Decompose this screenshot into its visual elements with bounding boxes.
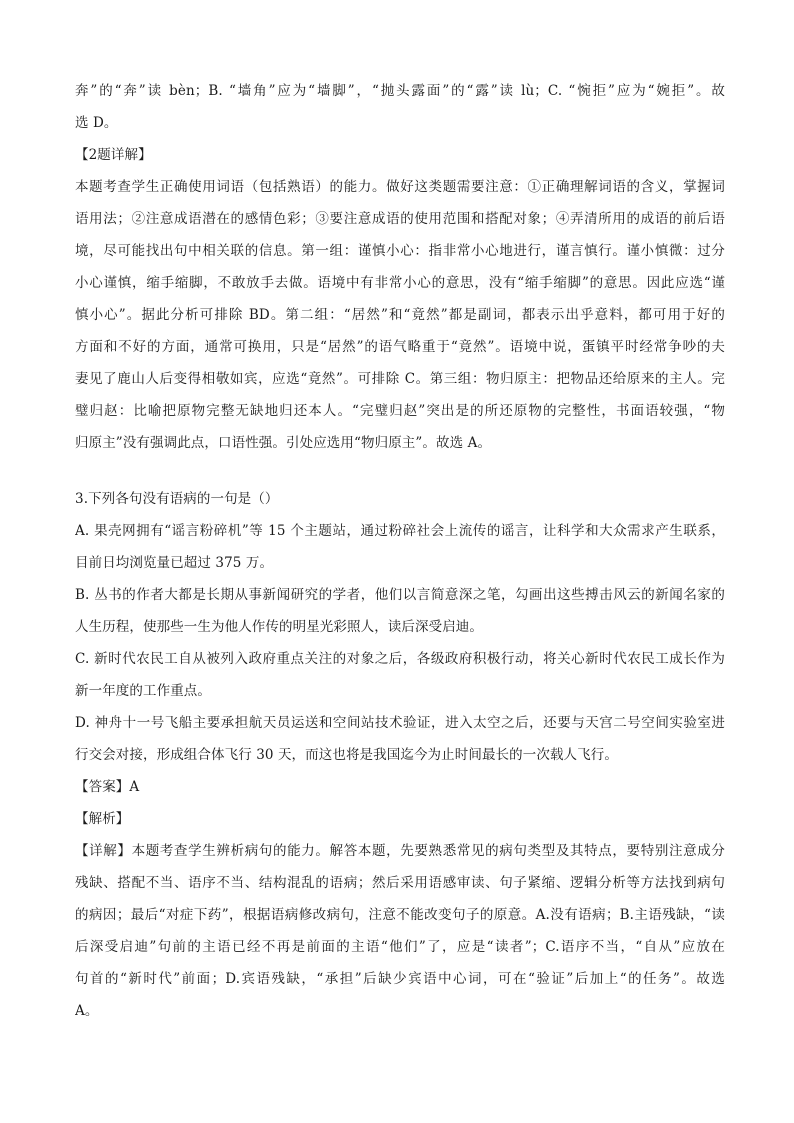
q3-detail-line-5: 句首的“新时代”前面；D.宾语残缺，“承担”后缺少宾语中心词，可在“验证”后加上“的任务”。故选 [75, 971, 725, 987]
q3-option-d-line-2: 行交会对接，形成组合体飞行 30 天，而这也将是我国迄今为止时间最长的一次载人飞行。 [75, 747, 618, 763]
q3-option-b-line-1: B. 丛书的作者大都是长期从事新闻研究的学者，他们以言简意深之笔，勾画出这些搏击风云的新闻名家的 [75, 587, 725, 603]
q3-option-c-line-1: C. 新时代农民工自从被列入政府重点关注的对象之后，各级政府积极行动，将关心新时代农民工成长作为 [75, 651, 725, 667]
q2-line-4: 小心谨慎，缩手缩脚，不敢放手去做。语境中有非常小心的意思，没有“缩手缩脚”的意思。因此应选“谨 [75, 275, 725, 291]
q2-line-6: 方面和不好的方面，通常可换用，只是“居然”的语气略重于“竟然”。语境中说，蛋镇平时经常争吵的夫 [75, 339, 725, 355]
q3-option-d-line-1: D. 神舟十一号飞船主要承担航天员运送和空间站技术验证，进入太空之后，还要与天宫二号空间实验室进 [75, 715, 725, 731]
prev-line-2: 选 D。 [75, 115, 118, 131]
q3-detail-line-3: 的病因；最后“对症下药”，根据语病修改病句，注意不能改变句子的原意。A.没有语病；B.主语残缺，“读 [75, 907, 725, 923]
q2-line-9: 归原主”没有强调此点，口语性强。引处应选用“物归原主”。故选 A。 [75, 435, 492, 451]
q3-detail-label: 【详解】 [75, 843, 132, 859]
q3-option-a-line-1: A. 果壳网拥有“谣言粉碎机”等 15 个主题站，通过粉碎社会上流传的谣言，让科学和大众需求产生联系， [75, 523, 725, 539]
q3-option-b-line-2: 人生历程，使那些一生为他人作传的明星光彩照人，读后深受启迪。 [75, 619, 483, 635]
q3-detail-line-4: 后深受启迪”句前的主语已经不再是前面的主语“他们”了，应是“读者”；C.语序不当，“自从”应放在 [75, 939, 725, 955]
q2-detail-label: 【2题详解】 [75, 147, 152, 163]
q3-answer [75, 778, 725, 796]
q3-option-c-line-2: 新一年度的工作重点。 [75, 683, 211, 699]
q3-analysis-label: 【解析】 [75, 811, 130, 827]
q3-detail-line-2: 残缺、搭配不当、语序不当、结构混乱的语病；然后采用语感审读、句子紧缩、逻辑分析等方法找到病句 [75, 875, 725, 891]
q3-answer-value: A [129, 779, 140, 795]
q2-line-3: 境，尽可能找出句中相关联的信息。第一组：谨慎小心：指非常小心地进行，谨言慎行。谨小慎微：过分 [75, 243, 725, 259]
q3-stem: 3.下列各句没有语病的一句是（） [75, 491, 279, 507]
q3-option-a-line-2: 目前日均浏览量已超过 375 万。 [75, 555, 274, 571]
q2-line-2: 语用法；②注意成语潜在的感情色彩；③要注意成语的使用范围和搭配对象；④弄清所用的成语的前后语 [75, 211, 725, 227]
q3-detail-text-1: 本题考查学生辨析病句的能力。解答本题，先要熟悉常见的病句类型及其特点，要特别注意成分 [131, 843, 725, 859]
q2-line-8: 璧归赵：比喻把原物完整无缺地归还本人。“完璧归赵”突出是的所还原物的完整性，书面语较强，“物 [75, 403, 725, 419]
q3-answer-label: 【答案】 [75, 779, 130, 795]
q2-line-7: 妻见了鹿山人后变得相敬如宾，应选“竟然”。可排除 C。第三组：物归原主：把物品还给原来的主人。完 [75, 371, 725, 387]
prev-line-1: 奔”的“奔”读 bèn；B. “墙角”应为“墙脚”，“抛头露面”的“露”读 lù；C. “惋拒”应为“婉拒”。故 [75, 83, 725, 99]
q3-detail-line-1 [75, 842, 725, 860]
q3-detail-line-6: A。 [75, 1003, 99, 1019]
q2-line-1: 本题考查学生正确使用词语（包括熟语）的能力。做好这类题需要注意：①正确理解词语的含义，掌握词 [75, 179, 725, 195]
q2-line-5: 慎小心”。据此分析可排除 BD。第二组：“居然”和“竟然”都是副词，都表示出乎意料，都可用于好的 [75, 307, 725, 323]
